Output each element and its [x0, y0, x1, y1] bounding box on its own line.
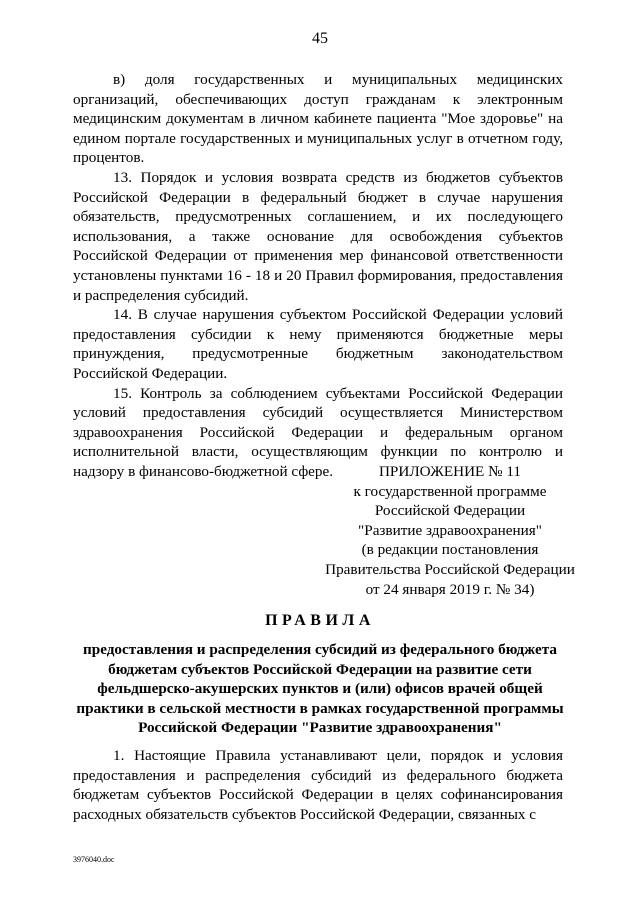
subtitle-line: фельдшерско-акушерских пунктов и (или) офисов врачей общей — [97, 680, 543, 698]
paragraph-item-v: в) доля государственных и муниципальных медицинских организаций, обеспечивающих доступ гражданам к электронным медицинским документам в личном кабинете пациента "Мое здоровье" на едином портале государственных и муниципальных услуг в отчетном году, процентов. — [73, 71, 563, 167]
subtitle-line: бюджетам субъектов Российской Федерации на развитие сети — [108, 660, 532, 678]
appendix-line: ПРИЛОЖЕНИЕ № 11 — [378, 463, 522, 480]
appendix-line: (в редакции постановления — [361, 541, 539, 559]
appendix-line: от 24 января 2019 г. № 34) — [365, 580, 535, 598]
appendix-line: "Развитие здравоохранения" — [358, 521, 542, 539]
paragraph-13: 13. Порядок и условия возврата средств из бюджетов субъектов Российской Федерации в федеральный бюджет в случае нарушения обязательств, предусмотренных соглашением, и их последующего использования, а также основание для освобождения субъектов Российской Федерации от применения мер финансовой ответственности установлены пунктами 16 - 18 и 20 Правил формирования, предоставления и распределения субсидий. — [73, 168, 563, 304]
appendix-line: Правительства Российской Федерации — [325, 560, 575, 578]
clause-1-text: 1. Настоящие Правила устанавливают цели, порядок и условия предоставления и распределения субсидий из федерального бюджета бюджетам субъектов Российской Федерации в целях софинансирования расходных обязательств субъектов Российской Федерации, связанных с — [73, 747, 563, 823]
appendix-line: Российской Федерации — [374, 502, 526, 520]
paragraph-15: 15. Контроль за соблюдением субъектами Российской Федерации условий предоставления субсидий осуществляется Министерством здравоохранения Российской Федерации и федеральным органом исполнительной власти, осуществляющим функции по контролю и надзору в финансово-бюджетной сфере. — [73, 384, 563, 480]
appendix-line: к государственной программе — [353, 482, 547, 500]
rules-subtitle — [73, 640, 567, 738]
subtitle-line: Российской Федерации "Развитие здравоохранения" — [138, 719, 502, 737]
paragraph-14: 14. В случае нарушения субъектом Российской Федерации условий предоставления субсидии к нему применяются бюджетные меры принуждения, предусмотренные бюджетным законодательством Российской Федерации. — [73, 306, 563, 382]
appendix-header — [300, 462, 600, 599]
rules-clause-1 — [73, 746, 563, 824]
page-number: 45 — [312, 30, 328, 47]
subtitle-line: предоставления и распределения субсидий из федерального бюджета — [83, 641, 557, 658]
subtitle-line: практики в сельской местности в рамках государственной программы — [76, 699, 564, 717]
body-text — [73, 70, 563, 481]
rules-title: ПРАВИЛА — [265, 612, 375, 629]
document-file-reference: 3976040.doc — [73, 855, 115, 864]
